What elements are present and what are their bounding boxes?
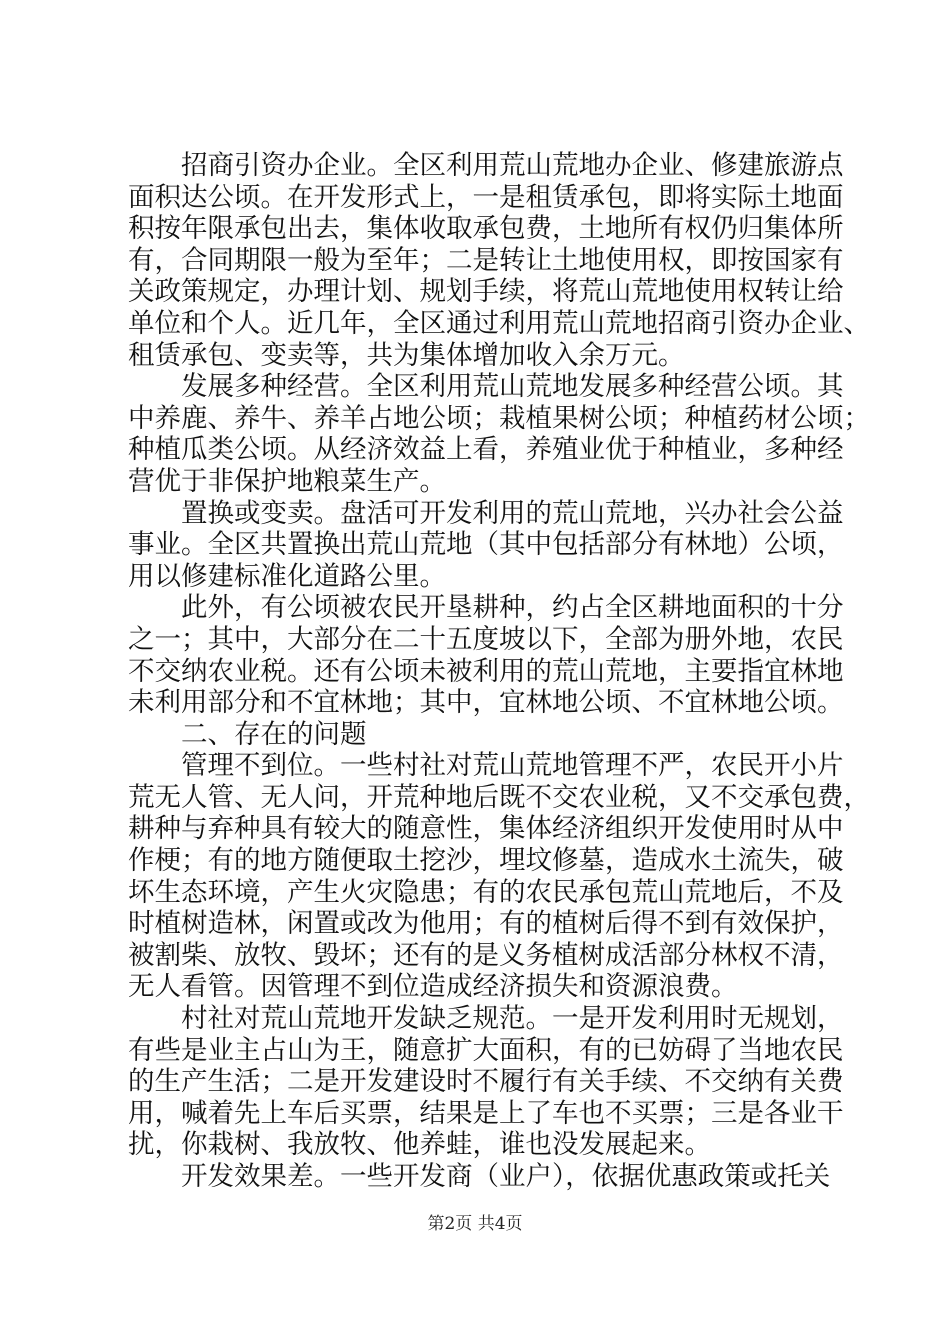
paragraph bbox=[128, 497, 844, 593]
text-line: 面积达公顷。在开发形式上，一是租赁承包，即将实际土地面 bbox=[128, 181, 844, 213]
text-line: 有些是业主占山为王，随意扩大面积，有的已妨碍了当地农民 bbox=[128, 1034, 844, 1066]
text-line: 时植树造林，闲置或改为他用；有的植树后得不到有效保护， bbox=[128, 908, 844, 940]
text-line: 管理不到位。一些村社对荒山荒地管理不严，农民开小片 bbox=[181, 750, 844, 782]
text-line: 的生产生活；二是开发建设时不履行有关手续、不交纳有关费 bbox=[128, 1066, 844, 1098]
text-line: 有，合同期限一般为至年；二是转让土地使用权，即按国家有 bbox=[128, 244, 844, 276]
text-line: 种植瓜类公顷。从经济效益上看，养殖业优于种植业，多种经 bbox=[128, 434, 844, 466]
paragraph bbox=[128, 1003, 844, 1161]
section-heading bbox=[128, 719, 828, 751]
text-line: 被割柴、放牧、毁坏；还有的是义务植树成活部分林权不清， bbox=[128, 939, 844, 971]
paragraph bbox=[128, 371, 870, 497]
text-line: 无人看管。因管理不到位造成经济损失和资源浪费。 bbox=[128, 971, 738, 1003]
text-line: 发展多种经营。全区利用荒山荒地发展多种经营公顷。其 bbox=[181, 371, 844, 403]
text-line: 积按年限承包出去，集体收取承包费，土地所有权仍归集体所 bbox=[128, 213, 844, 245]
text-line: 开发效果差。一些开发商（业户），依据优惠政策或托关 bbox=[181, 1161, 831, 1192]
text-line: 扰，你栽树、我放牧、他养蛙，谁也没发展起来。 bbox=[128, 1129, 711, 1161]
text-line: 置换或变卖。盘活可开发利用的荒山荒地，兴办社会公益 bbox=[181, 497, 844, 529]
page-number: 第2页 共4页 bbox=[427, 1214, 523, 1234]
text-line: 二、存在的问题 bbox=[181, 718, 367, 750]
text-line: 作梗；有的地方随便取土挖沙，埋坟修墓，造成水土流失，破 bbox=[128, 845, 844, 877]
text-line: 用，喊着先上车后买票，结果是上了车也不买票；三是各业干 bbox=[128, 1097, 844, 1129]
text-line: 租赁承包、变卖等，共为集体增加收入余万元。 bbox=[128, 339, 685, 371]
text-line: 关政策规定，办理计划、规划手续，将荒山荒地使用权转让给 bbox=[128, 276, 844, 308]
paragraph bbox=[128, 150, 870, 371]
paragraph bbox=[128, 750, 870, 1003]
text-line: 单位和个人。近几年，全区通过利用荒山荒地招商引资办企业、 bbox=[128, 307, 870, 339]
text-line: 营优于非保护地粮菜生产。 bbox=[128, 465, 446, 497]
text-line: 此外，有公顷被农民开垦耕种，约占全区耕地面积的十分 bbox=[181, 592, 844, 624]
text-line: 事业。全区共置换出荒山荒地（其中包括部分有林地）公顷， bbox=[128, 529, 844, 561]
text-line: 招商引资办企业。全区利用荒山荒地办企业、修建旅游点 bbox=[181, 150, 844, 181]
text-line: 村社对荒山荒地开发缺乏规范。一是开发利用时无规划， bbox=[181, 1003, 844, 1035]
text-line: 未利用部分和不宜林地；其中，宜林地公顷、不宜林地公顷。 bbox=[128, 687, 844, 719]
paragraph bbox=[128, 592, 844, 719]
text-line: 荒无人管、无人问，开荒种地后既不交农业税，又不交承包费， bbox=[128, 781, 870, 813]
document-body bbox=[128, 150, 870, 1193]
text-line: 坏生态环境，产生火灾隐患；有的农民承包荒山荒地后，不及 bbox=[128, 876, 844, 908]
paragraph bbox=[128, 1161, 831, 1193]
text-line: 用以修建标准化道路公里。 bbox=[128, 560, 446, 592]
text-line: 不交纳农业税。还有公顷未被利用的荒山荒地，主要指宜林地 bbox=[128, 655, 844, 687]
text-line: 中养鹿、养牛、养羊占地公顷；栽植果树公顷；种植药材公顷； bbox=[128, 402, 870, 434]
text-line: 耕种与弃种具有较大的随意性，集体经济组织开发使用时从中 bbox=[128, 813, 844, 845]
text-line: 之一；其中，大部分在二十五度坡以下，全部为册外地，农民 bbox=[128, 623, 844, 655]
